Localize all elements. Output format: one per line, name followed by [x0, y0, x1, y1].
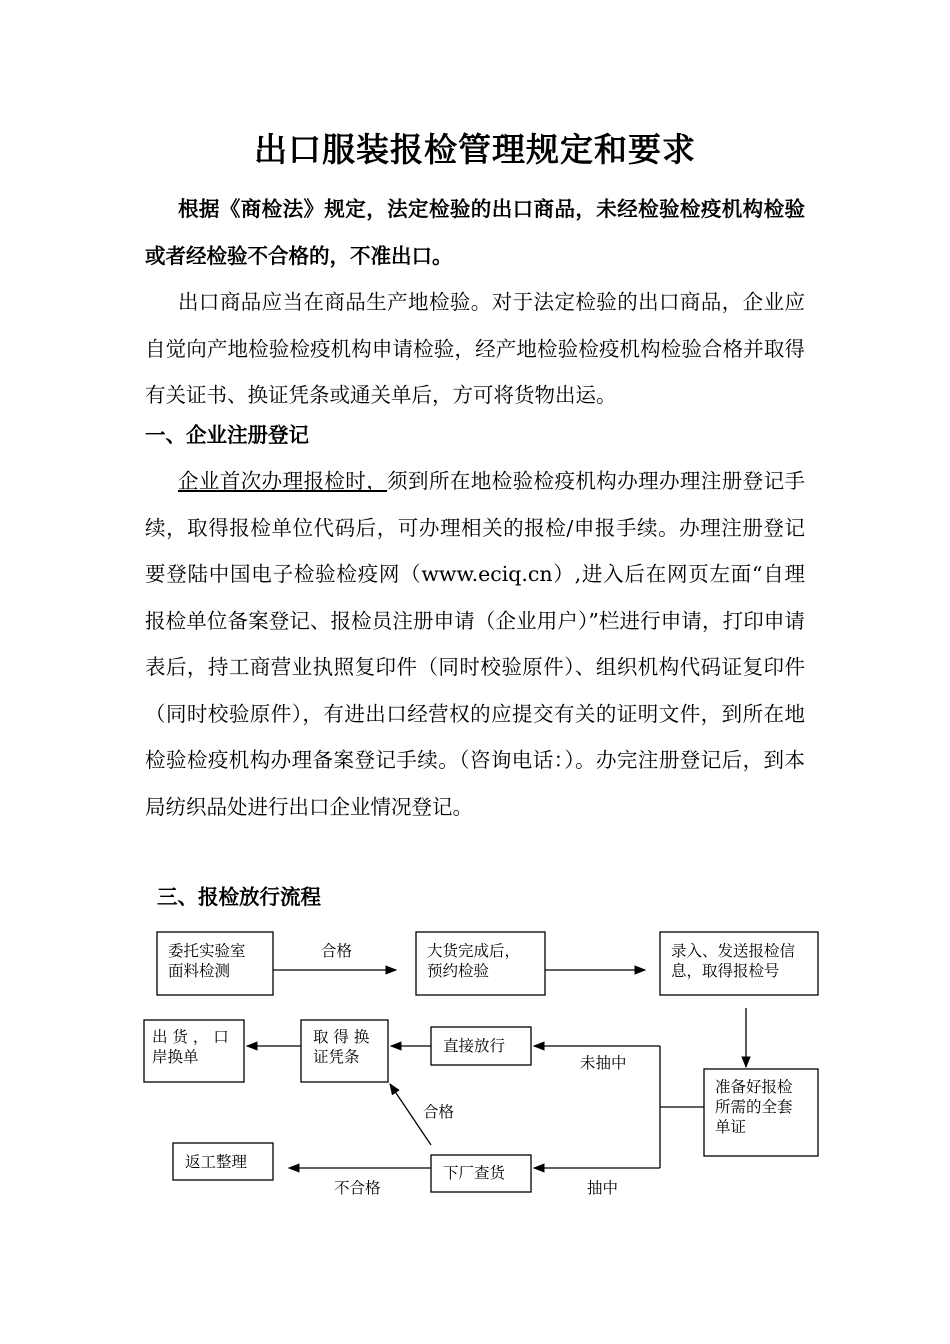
box-get-cert	[301, 1020, 388, 1082]
label-pass-top: 合格	[321, 942, 353, 960]
svg-text:录入、发送报检信: 录入、发送报检信	[671, 942, 796, 960]
svg-text:预约检验: 预约检验	[427, 962, 490, 980]
intro-paragraph: 出口商品应当在商品生产地检验。对于法定检验的出口商品，企业应自觉向产地检验检疫机构申请检验，经产地检验检疫机构检验合格并取得有关证书、换证凭条或通关单后，方可将货物出运。	[145, 290, 805, 407]
section-3-heading: 三、报检放行流程	[157, 885, 321, 909]
box-goods-ready	[416, 932, 545, 995]
box-factory-inspect	[431, 1155, 531, 1192]
box-entry-send	[660, 932, 818, 995]
box-ship-port	[144, 1020, 244, 1082]
underlined-lead: 企业首次办理报检时，	[178, 469, 388, 493]
svg-text:息，取得报检号: 息，取得报检号	[671, 962, 780, 980]
svg-text:大货完成后，: 大货完成后，	[427, 942, 521, 960]
label-not-sampled: 未抽中	[580, 1054, 627, 1072]
svg-text:面料检测: 面料检测	[168, 962, 231, 980]
svg-text:委托实验室: 委托实验室	[168, 942, 246, 960]
svg-text:准备好报检: 准备好报检	[715, 1078, 793, 1096]
svg-text:出 货 ， 口: 出 货 ， 口	[152, 1028, 229, 1046]
label-sampled: 抽中	[587, 1179, 619, 1197]
svg-text:岸换单: 岸换单	[152, 1048, 199, 1066]
box-rework	[173, 1143, 273, 1180]
box-prepare-docs	[704, 1069, 818, 1156]
svg-text:取 得 换: 取 得 换	[313, 1028, 370, 1046]
box-lab-test	[157, 932, 273, 995]
svg-text:单证: 单证	[715, 1118, 747, 1136]
svg-text:证凭条: 证凭条	[313, 1048, 360, 1066]
svg-text:所需的全套: 所需的全套	[715, 1098, 793, 1116]
label-fail: 不合格	[334, 1179, 381, 1197]
svg-text:下厂查货: 下厂查货	[443, 1164, 506, 1182]
document-title: 出口服装报检管理规定和要求	[254, 130, 696, 169]
section-1-body: 须到所在地检验检疫机构办理办理注册登记手续，取得报检单位代码后，可办理相关的报检/申报手续。办理注册登记要登陆中国电子检验检疫网（www.eciq.cn）,进入后在网页左面“自理报检单位备案登记、报检员注册申请（企业用户）”栏进行申请，打印申请表后，持工商营业执照复印件（同时校验原件）、组织机构代码证复印件（同时校验原件），有进出口经营权的应提交有关的证明文件，到所在地检验检疫机构办理备案登记手续。（咨询电话：）。办完注册登记后，到本局纺织品处进行出口企业情况登记。	[145, 469, 806, 819]
svg-text:直接放行: 直接放行	[443, 1037, 506, 1055]
intro-bold-paragraph: 根据《商检法》规定，法定检验的出口商品，未经检验检疫机构检验或者经检验不合格的，不准出口。	[145, 197, 805, 268]
box-direct-release	[431, 1027, 531, 1065]
section-1-heading: 一、企业注册登记	[145, 423, 309, 447]
svg-text:返工整理: 返工整理	[185, 1153, 248, 1171]
label-pass-mid: 合格	[423, 1103, 455, 1121]
